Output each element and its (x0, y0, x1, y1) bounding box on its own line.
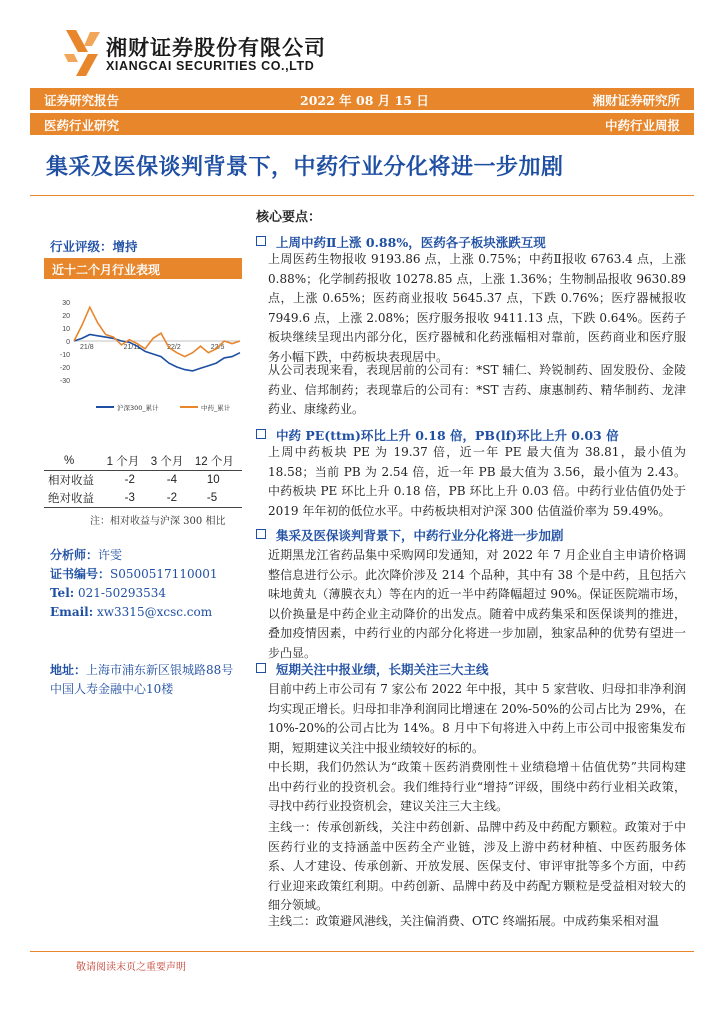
analyst-name: 许雯 (98, 548, 123, 562)
paragraph: 中长期，我们仍然认为“政策＋医药消费刚性＋业绩稳增＋估值优势”共同构建出中药行业的投资机会。我们维持行业“增持”评级，围绕中药行业相关政策，寻找中药行业投资机会，建议关注三大主线。 (268, 760, 686, 813)
series-line (74, 335, 240, 371)
paragraph: 主线一：传承创新线，关注中药创新、品牌中药及中药配方颗粒。政策对于中医药行业的支持涵盖中医药全产业链，涉及上游中药材种植、中医药服务体系、人才建设、传承创新、开放发展、医保支付、审评审批等多个方面，中药行业迎来政策红利期。中药创新、品牌中药及中药配方颗粒是受益相对较大的细分领域。 (268, 820, 686, 912)
address-label: 地址： (50, 663, 87, 677)
checkbox-bullet-icon (256, 429, 266, 439)
legend-label: 中药_累计 (201, 404, 231, 412)
table-header: % (44, 452, 103, 471)
analyst-label: 分析师： (50, 548, 99, 562)
y-tick-label: -20 (59, 365, 70, 372)
chart-legend (96, 403, 231, 412)
table-cell: -2 (124, 474, 135, 486)
table-cell: -4 (166, 474, 178, 486)
title-divider (30, 195, 694, 196)
report-date: 2022 年 08 月 15 日 (300, 93, 429, 108)
performance-title-bar (44, 258, 242, 279)
page-title: 集采及医保谈判背景下，中药行业分化将进一步加剧 (46, 155, 564, 180)
report-type: 证券研究报告 (44, 93, 120, 108)
table-row (44, 489, 242, 508)
cert-number: S0500517110001 (110, 567, 218, 581)
address-block (50, 661, 233, 699)
x-tick-label: 22/2 (167, 344, 181, 351)
table-header-row (44, 452, 242, 471)
address-line: 中国人寿金融中心10楼 (50, 682, 174, 696)
header-bar-bottom (30, 113, 694, 135)
table-header: 1 个月 (103, 452, 147, 471)
paragraph: 从公司表现来看，表现居前的公司有：*ST 辅仁、羚锐制药、固发股份、金陵药业、信邦制药；表现靠后的公司有：*ST 吉药、康惠制药、精华制药、龙津药业、康缘药业。 (268, 363, 686, 416)
checkbox-bullet-icon (256, 236, 266, 246)
email-label: Email: (50, 605, 94, 619)
company-name-en: XIANGCAI SECURITIES CO.,LTD (106, 59, 315, 73)
company-logo-icon (62, 28, 102, 78)
x-tick-label: 21/11 (123, 344, 141, 351)
email-link[interactable]: xw3315@xcsc.com (97, 605, 213, 619)
y-tick-label: -10 (59, 352, 70, 359)
table-cell: -5 (191, 489, 242, 508)
y-tick-label: 0 (66, 339, 70, 346)
section-heading-text: 中药 PE(ttm)环比上升 0.18 倍，PB(lf)环比上升 0.03 倍 (276, 428, 619, 443)
report-series: 中药行业周报 (604, 118, 680, 133)
table-note: 注：相对收益与沪深 300 相比 (90, 516, 226, 527)
section-heading-text: 上周中药Ⅱ上涨 0.88%，医药各子板块涨跌互现 (276, 235, 546, 250)
row-label: 绝对收益 (44, 489, 103, 508)
section-heading (256, 526, 564, 544)
y-tick-label: 30 (62, 300, 70, 307)
address-line: 上海市浦东新区银城路88号 (86, 663, 234, 677)
section-heading (256, 426, 619, 444)
footer-divider (30, 951, 694, 952)
table-header: 12 个月 (191, 452, 242, 471)
x-tick-label: 22/5 (210, 344, 225, 351)
x-tick-label: 21/8 (80, 344, 94, 351)
table-header: 3 个月 (147, 452, 191, 471)
institute-name: 湘财证券研究所 (592, 93, 680, 108)
checkbox-bullet-icon (256, 529, 266, 539)
core-points-label: 核心要点： (256, 210, 322, 225)
report-category: 医药行业研究 (44, 118, 120, 133)
footer-disclaimer[interactable]: 敬请阅读末页之重要声明 (76, 962, 186, 973)
tel-number: 021-50293534 (78, 586, 167, 600)
company-name-cn: 湘财证券股份有限公司 (106, 36, 326, 60)
paragraph: 上周医药生物报收 9193.86 点，上涨 0.75%；中药Ⅱ报收 6763.4 点，上涨 0.88%；化学制药报收 10278.85 点，上涨 1.36%；生物制品报收 9630.89 点，上涨 0.65%；医药商业报收 5645.37 点，下跌 0.76%；医疗器械报收 7949.6 点，上涨 2.08%；医疗服务报收 9411.13 点，下跌 0.64%。医药子板块继续呈现出内部分化，医疗器械和化药涨幅相对靠前，医药商业和医疗服务小幅下跌，中药板块表现居中。 (268, 252, 686, 364)
tel-label: Tel: (50, 586, 75, 600)
series-line (74, 307, 240, 356)
paragraph: 目前中药上市公司有 7 家公布 2022 年中报，其中 5 家营收、归母扣非净利润均实现正增长。归母扣非净利润同比增速在 20%-50%的公司占比为 29%，在 10%-20%的公司占比为 14%。8 月中下旬将进入中药上市公司中报密集发布期，短期建议关注中报业绩较好的标的。 (268, 682, 686, 755)
paragraph: 上周中药板块 PE 为 19.37 倍，近一年 PE 最大值为 38.81，最小值为 18.58；当前 PB 为 2.54 倍，近一年 PB 最大值为 3.56，最小值为 2.43。中药板块 PE 环比上升 0.18 倍，PB 环比上升 0.03 倍。中药行业估值仍处于 2019 年年初的低位水平。中药板块相对沪深 300 估值溢价率为 59.49%。 (268, 445, 686, 518)
cert-label: 证书编号： (50, 567, 111, 581)
section-heading (256, 660, 489, 678)
paragraph: 主线二：政策避风港线，关注偏消费、OTC 终端拓展。中成药集采相对温 (268, 914, 659, 928)
analyst-info (50, 546, 218, 622)
table-cell: -2 (147, 489, 191, 508)
legend-label: 沪深300_累计 (117, 404, 159, 412)
table-cell: 10 (206, 474, 220, 486)
header-bar-top (30, 88, 694, 110)
table-cell: -3 (103, 489, 147, 508)
performance-chart (44, 290, 242, 420)
table-row (44, 471, 242, 490)
performance-table (44, 452, 242, 508)
chart-lines (74, 307, 240, 371)
checkbox-bullet-icon (256, 663, 266, 673)
paragraph: 近期黑龙江省药品集中采购网印发通知，对 2022 年 7 月企业自主申请价格调整信息进行公示。此次降价涉及 214 个品种，其中有 38 个是中药，且包括六味地黄丸（薄膜衣丸）等在内的近一半中药降幅超过 90%。保证医院端市场，以价换量是中药企业主动降价的出发点。随着中成药集采和医保谈判的推进，叠加疫情因素，中药行业的内部分化将进一步加剧，独家品种的优势有望进一步凸显。 (268, 548, 686, 660)
y-tick-label: 20 (62, 313, 70, 320)
industry-rating: 行业评级：增持 (50, 239, 138, 254)
section-heading-text: 短期关注中报业绩，长期关注三大主线 (276, 662, 489, 677)
y-tick-label: -30 (59, 378, 70, 385)
y-tick-label: 10 (62, 326, 70, 333)
section-heading (256, 233, 546, 251)
performance-title: 近十二个月行业表现 (52, 263, 161, 277)
row-label: 相对收益 (48, 475, 94, 487)
section-heading-text: 集采及医保谈判背景下，中药行业分化将进一步加剧 (276, 528, 564, 543)
